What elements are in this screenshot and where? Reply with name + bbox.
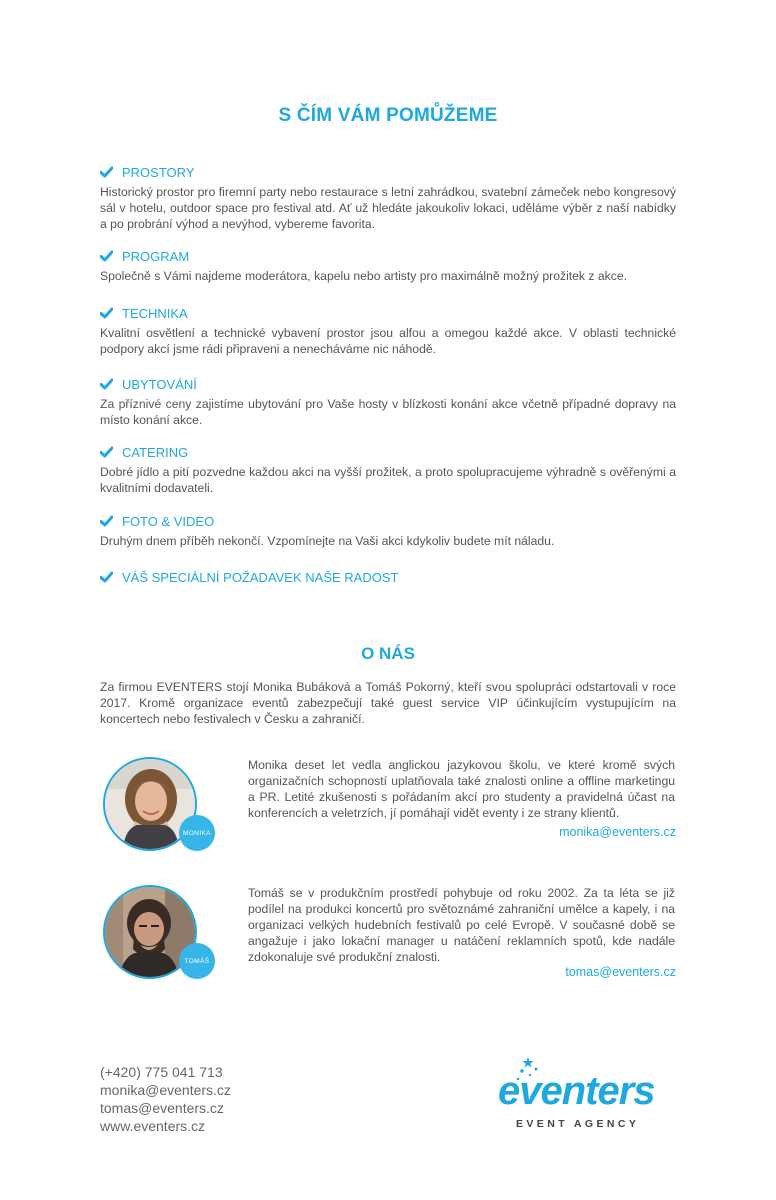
check-icon [100,571,113,583]
person-bio: Tomáš se v produkčním prostředí pohybuje od roku 2002. Za ta léta se již podílel na produkci koncertů pro světoznámé zahraniční umělce a kapely, i na organizaci velkých hudebních festivalů po celé Evropě. V současné době se angažuje i jako lokační manager u natáčení reklamních spotů, kde nadále zdokonaluje své produkční znalosti. [248,886,675,964]
page-title: S ČÍM VÁM POMŮŽEME [278,105,498,126]
check-icon [100,378,113,390]
service-item-prostory [100,163,676,232]
contact-block [100,1063,231,1135]
person-email-link[interactable]: monika@eventers.cz [559,825,676,839]
contact-email-tomas[interactable]: tomas@eventers.cz [100,1100,224,1116]
name-badge: TOMÁŠ [179,943,215,979]
check-icon [100,515,113,527]
service-item-foto-video [100,512,676,549]
check-icon [100,307,113,319]
service-item-program [100,247,676,284]
contact-website[interactable]: www.eventers.cz [100,1118,206,1134]
avatar [103,885,210,979]
check-icon [100,166,113,178]
person-tomas [100,885,676,995]
service-title: CATERING [122,444,189,460]
contact-phone[interactable]: (+420) 775 041 713 [100,1064,223,1080]
person-email-link[interactable]: tomas@eventers.cz [565,965,676,979]
name-badge: MONIKA [179,815,215,851]
avatar [103,757,212,851]
eventers-logo [496,1055,678,1135]
service-description: Dobré jídlo a pití pozvedne každou akci na vyšší prožitek, a proto spolupracujeme výhradně s ověřenými a kvalitními dodavateli. [100,465,676,495]
service-description: Druhým dnem příběh nekončí. Vzpomínejte na Vaši akci kdykoliv budete mít náladu. [100,534,555,548]
service-item-ubytovani [100,375,676,428]
service-item-technika [100,304,676,357]
service-title: UBYTOVÁNÍ [122,376,197,392]
service-item-special-request [100,568,676,586]
about-intro: Za firmou EVENTERS stojí Monika Bubáková a Tomáš Pokorný, kteří svou spolupráci odstartovali v roce 2017. Kromě organizace eventů zabezpečují také guest service VIP účinkujícím vystupujícím na koncertech nebo festivalech v Česku a zahraničí. [100,680,676,726]
service-title: FOTO & VIDEO [122,513,215,529]
service-title: PROGRAM [122,248,190,264]
service-description: Kvalitní osvětlení a technické vybavení prostor jsou alfou a omegou každé akce. V oblasti technické podpory akcí jsme rádi připraveni a nenecháváme nic náhodě. [100,326,676,356]
service-title: TECHNIKA [122,305,188,321]
service-description: Historický prostor pro firemní party nebo restaurace s letní zahrádkou, svatební zámeček nebo kongresový sál v hotelu, outdoor space pro festival atd. Ať už hledáte jakoukoliv lokaci, uděláme výběr z naší nabídky a po probrání výhod a nevýhod, vybereme favorita. [100,185,676,231]
contact-email-monika[interactable]: monika@eventers.cz [100,1082,231,1098]
logo-wordmark: eventers [498,1069,655,1113]
service-description: Společně s Vámi najdeme moderátora, kapelu nebo artisty pro maximálně možný prožitek z akce. [100,269,628,283]
check-icon [100,446,113,458]
person-bio: Monika deset let vedla anglickou jazykovou školu, ve které kromě svých organizačních schopností uplatňovala také znalosti online a offline marketingu a PR. Letité zkušenosti s pořádaním akcí pro studenty a pravidelná účast na konferencích a veletrzích, jí pomáhají vidět eventy i ze strany klientů. [248,758,675,820]
service-title: VÁŠ SPECIÁLNÍ POŽADAVEK NAŠE RADOST [122,569,399,585]
service-title: PROSTORY [122,164,195,180]
service-item-catering [100,443,676,496]
about-title: O NÁS [361,644,415,663]
check-icon [100,250,113,262]
logo-tagline: EVENT AGENCY [516,1118,640,1130]
service-description: Za příznivé ceny zajistíme ubytování pro Vaše hosty v blízkosti konání akce včetně případné dopravy na místo konání akce. [100,397,676,427]
person-monika [100,757,676,867]
